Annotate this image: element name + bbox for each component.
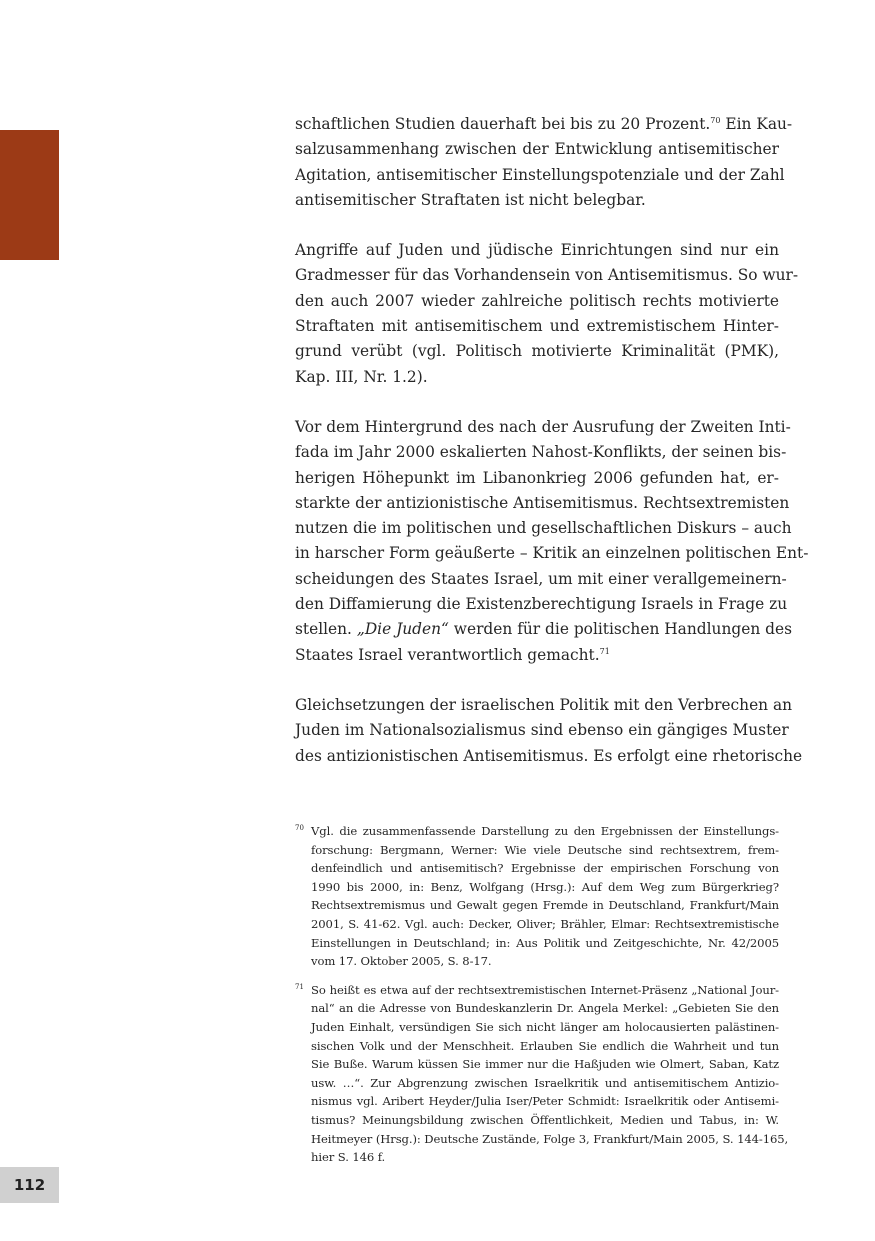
footnote-line: Sie Buße. Warum küssen Sie immer nur die Haßjuden wie Olmert, Saban, Katz [311,1057,779,1072]
text-line: antisemitischer Straftaten ist nicht belegbar. [295,190,646,209]
footnote-line: tismus? Meinungsbildung zwischen Öffentlichkeit, Medien und Tabus, in: W. [311,1112,779,1127]
text-line: starkte der antizionistische Antisemitismus. Rechtsextremisten [295,493,790,512]
footnote-ref[interactable]: 70 [710,116,721,125]
text-line: Vor dem Hintergrund des nach der Ausrufung der Zweiten Inti- [295,417,791,436]
text-line: scheidungen des Staates Israel, um mit einer verallgemeinern- [295,569,787,588]
page-number: 112 [0,1167,59,1203]
text-line: stellen. „Die Juden“ werden für die politischen Handlungen des [295,620,792,639]
text-line: Gradmesser für das Vorhandensein von Antisemitismus. So wur- [295,266,799,285]
footnote-ref[interactable]: 71 [599,646,610,656]
paragraph [295,238,799,390]
paragraph [295,112,793,213]
text-line: fada im Jahr 2000 eskalierten Nahost-Konflikts, der seinen bis- [295,443,787,462]
text-line: salzusammenhang zwischen der Entwicklung antisemitischer [295,140,779,159]
footnote [295,981,789,1167]
footnote-line: denfeindlich und antisemitisch? Ergebnisse der empirischen Forschung von [311,861,779,876]
footnote-line: sischen Volk und der Menschheit. Erlauben Sie endlich die Wahrheit und tun [311,1038,779,1053]
footnote-line: nismus vgl. Aribert Heyder/Julia Iser/Peter Schmidt: Israelkritik oder Antisemi- [311,1094,779,1109]
text-line: des antizionistischen Antisemitismus. Es erfolgt eine rhetorische [295,746,803,765]
text-line: Agitation, antisemitischer Einstellungspotenziale und der Zahl [295,165,785,184]
footnote-line: Heitmeyer (Hrsg.): Deutsche Zustände, Folge 3, Frankfurt/Main 2005, S. 144-165, [311,1131,789,1146]
text-line: Kap. III, Nr. 1.2). [295,367,428,386]
text-line: Juden im Nationalsozialismus sind ebenso ein gängiges Muster [295,721,789,740]
chapter-color-tab [0,130,59,260]
text-line: Staates Israel verantwortlich gemacht.$^{71}$ [295,645,610,664]
footnote-line: hier S. 146 f. [311,1150,386,1165]
footnote-line: Juden Einhalt, versündigen Sie sich nicht länger am holocausierten palästinen- [311,1019,779,1034]
text-line: nutzen die im politischen und gesellschaftlichen Diskurs – auch [295,519,792,538]
footnote [295,822,779,971]
text-line: den Diffamierung die Existenzberechtigung Israels in Frage zu [295,595,788,614]
quote-italic: „Die Juden“ [356,620,449,639]
footnote-number: 71 [295,982,304,991]
paragraph [295,415,809,668]
footnote-line: Rechtsextremismus und Gewalt gegen Fremde in Deutschland, Frankfurt/Main [311,898,779,913]
footnote-line: vom 17. Oktober 2005, S. 8-17. [311,954,492,969]
footnote-line: usw. …“. Zur Abgrenzung zwischen Israelkritik und antisemitischem Antizio- [311,1075,779,1090]
footnote-line: 1990 bis 2000, in: Benz, Wolfgang (Hrsg.): Auf dem Weg zum Bürgerkrieg? [311,879,779,894]
footnote-line: Einstellungen in Deutschland; in: Aus Politik und Zeitgeschichte, Nr. 42/2005 [311,935,779,950]
footnote-line: nal“ an die Adresse von Bundeskanzlerin Dr. Angela Merkel: „Gebieten Sie den [311,1001,779,1016]
footnote-line: So heißt es etwa auf der rechtsextremistischen Internet-Präsenz „National Jour- [311,982,779,997]
body-text [295,112,809,794]
footnote-number: 70 [295,824,304,832]
text-line: den auch 2007 wieder zahlreiche politisch rechts motivierte [295,291,779,310]
text-line: herigen Höhepunkt im Libanonkrieg 2006 gefunden hat, er- [295,468,779,487]
text-line: Angriffe auf Juden und jüdische Einrichtungen sind nur ein [295,241,779,260]
text-line: Gleichsetzungen der israelischen Politik mit den Verbrechen an [295,695,793,714]
text-line: Straftaten mit antisemitischem und extremistischem Hinter- [295,317,779,336]
paragraph [295,693,803,769]
text-line: in harscher Form geäußerte – Kritik an einzelnen politischen Ent- [295,544,809,563]
text-line: schaftlichen Studien dauerhaft bei bis zu 20 Prozent.$^{70}$ Ein Kau- [295,115,793,133]
footnote-line: forschung: Bergmann, Werner: Wie viele Deutsche sind rechtsextrem, frem- [311,842,779,857]
footnote-line: Vgl. die zusammenfassende Darstellung zu den Ergebnissen der Einstellungs- [311,824,779,838]
footnote-line: 2001, S. 41-62. Vgl. auch: Decker, Oliver; Brähler, Elmar: Rechtsextremistische [311,916,779,931]
footnotes [295,822,789,1177]
text-line: grund verübt (vgl. Politisch motivierte Kriminalität (PMK), [295,342,779,361]
